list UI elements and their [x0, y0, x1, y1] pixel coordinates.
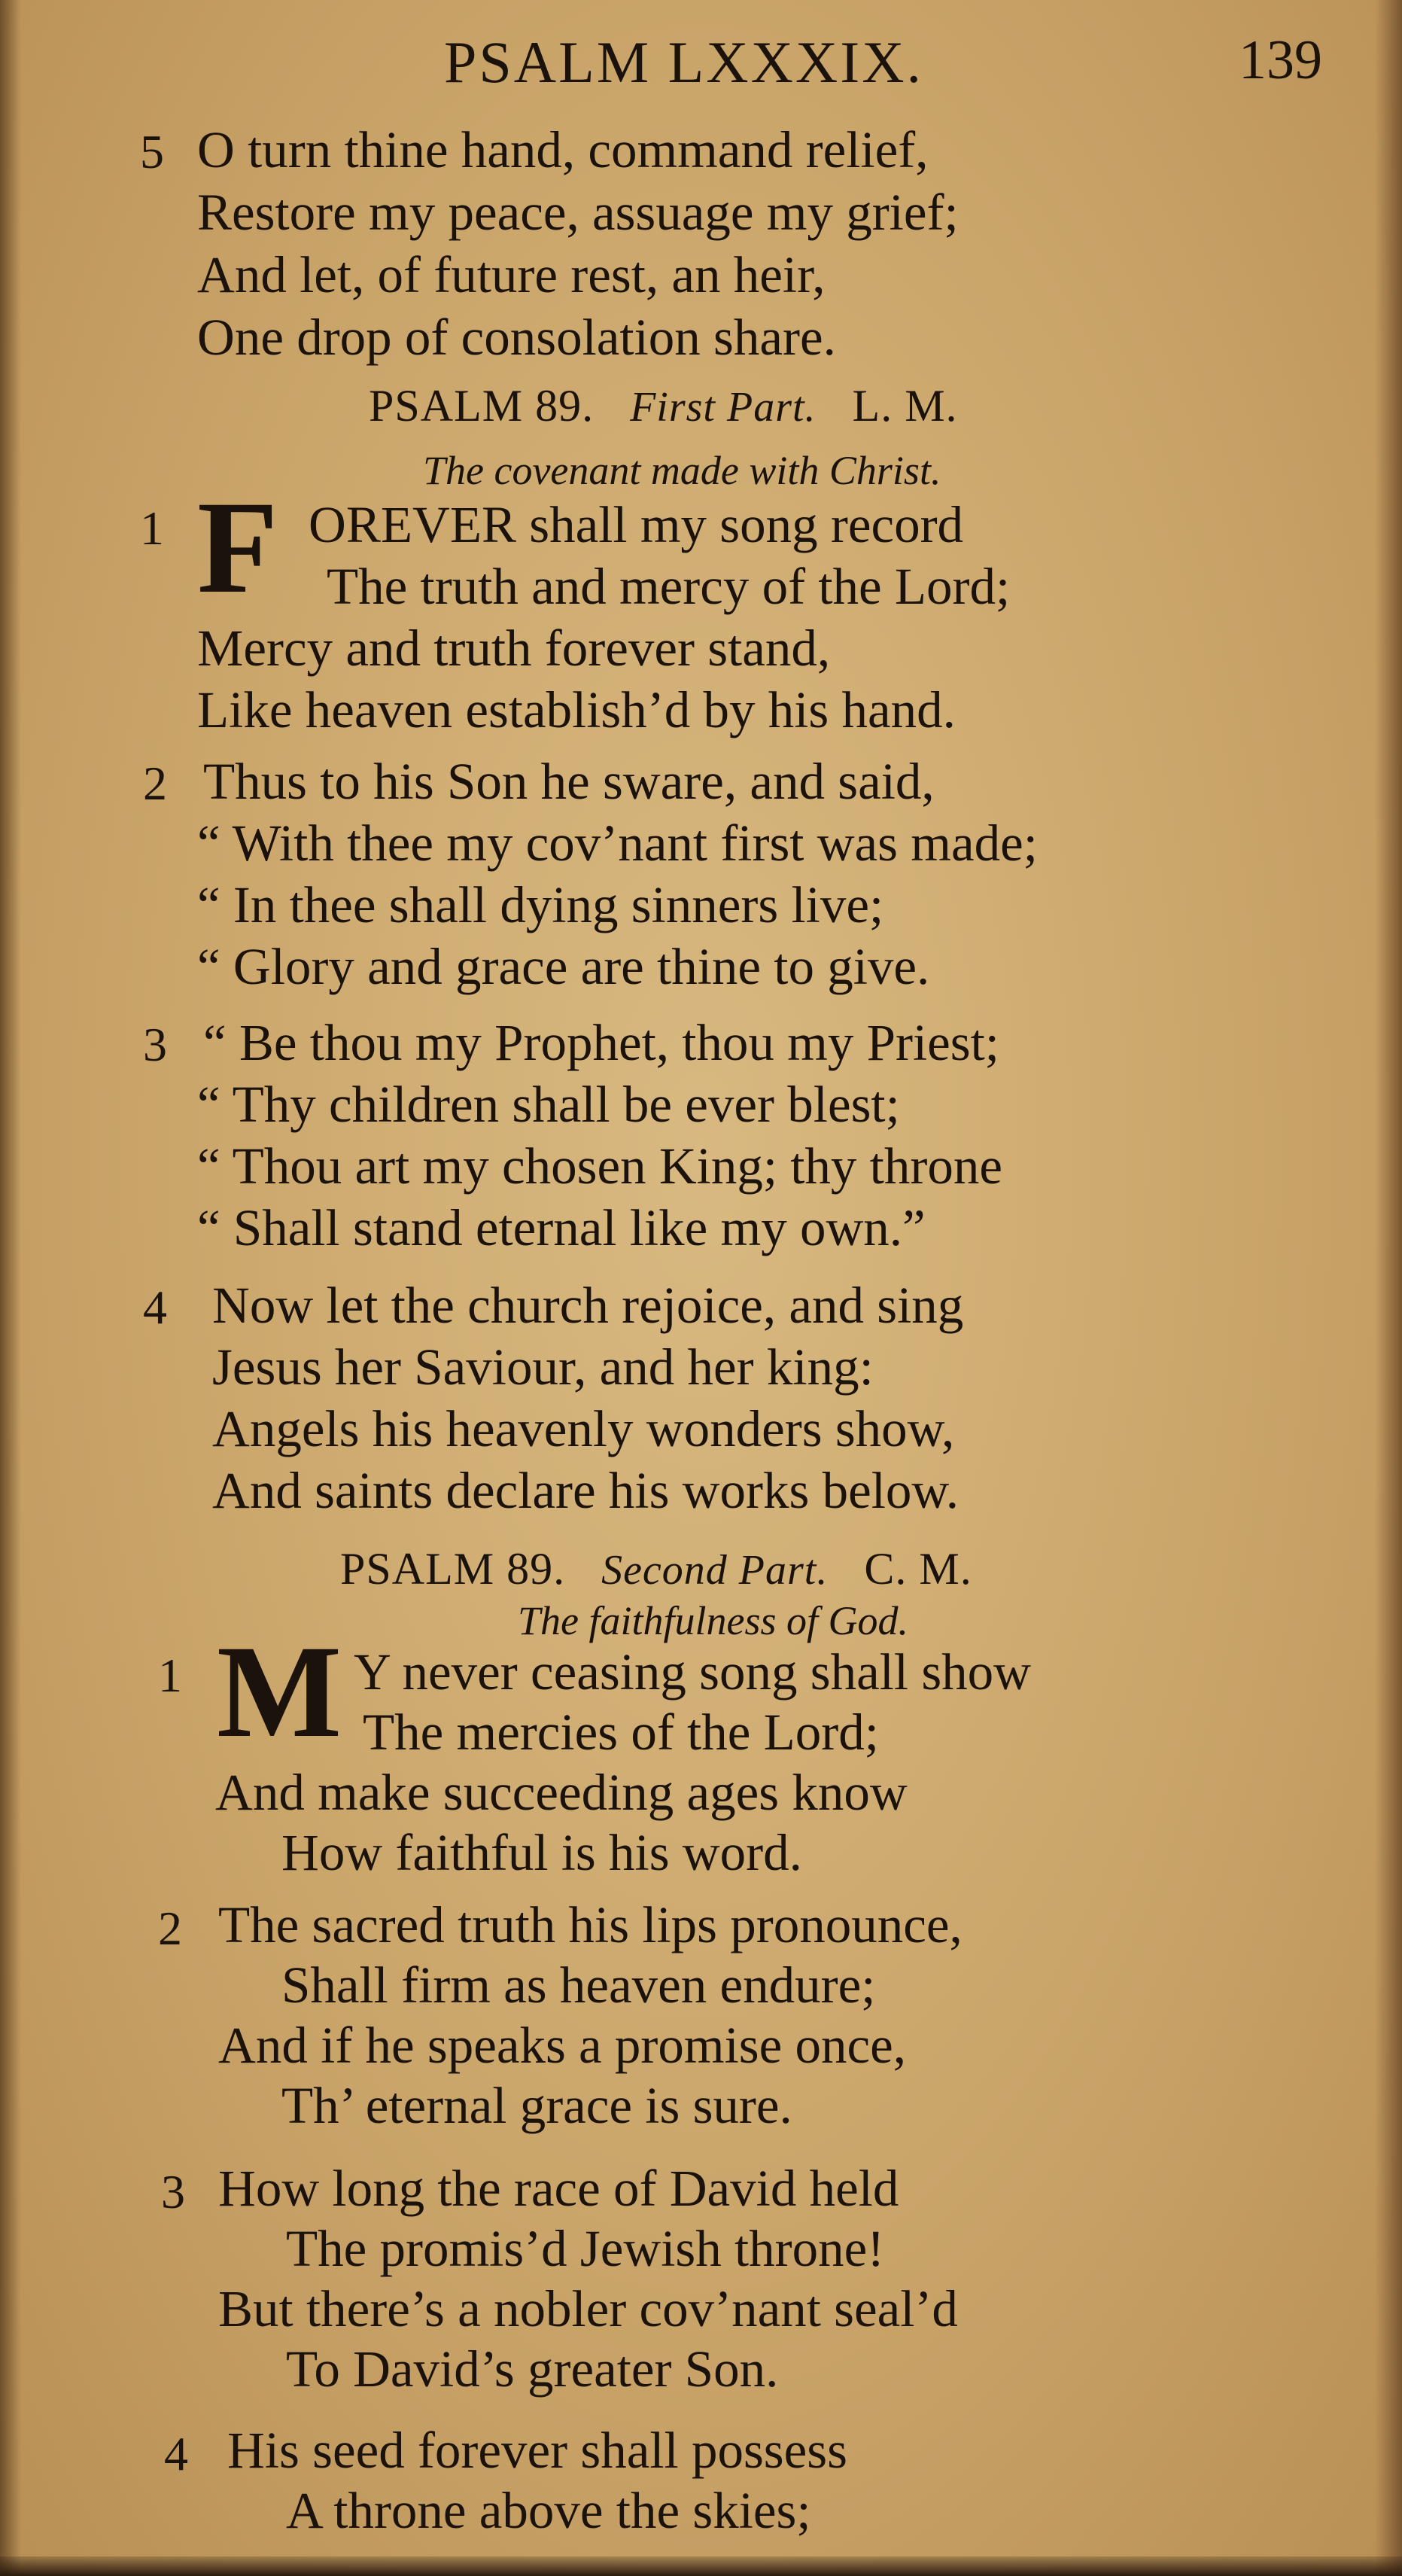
verse-line: And saints declare his works below. [212, 1462, 959, 1519]
verse-line: To David’s greater Son. [286, 2340, 779, 2398]
page-header [0, 29, 1402, 111]
section-subheading: The covenant made with Christ. [423, 448, 941, 493]
verse-line: But there’s a nobler cov’nant seal’d [218, 2280, 958, 2337]
verse-line: How faithful is his word. [281, 1824, 802, 1881]
verse-line: “ Shall stand eternal like my own.” [197, 1199, 926, 1256]
verse-number: 1 [158, 1649, 182, 1702]
heading-meter: C. M. [864, 1544, 972, 1594]
verse-line: Y never ceasing song shall show [354, 1643, 1031, 1701]
verse-line: How long the race of David held [218, 2160, 899, 2217]
verse-line: Shall firm as heaven endure; [281, 1956, 876, 2014]
section-heading-second-part [340, 1543, 972, 1595]
heading-psalm: PSALM 89. [369, 381, 595, 431]
drop-cap: M [217, 1618, 342, 1765]
verse-number: 2 [143, 757, 167, 810]
verse-line: His seed forever shall possess [227, 2422, 847, 2479]
verse-line: “ Glory and grace are thine to give. [197, 938, 930, 995]
verse-line: A throne above the skies; [286, 2482, 811, 2539]
page-edge-shadow-right [1375, 0, 1402, 2576]
heading-psalm: PSALM 89. [340, 1544, 566, 1594]
verse-line: Jesus her Saviour, and her king: [212, 1338, 874, 1396]
page-edge-shadow-left [0, 0, 21, 2576]
verse-line: Thus to his Son he sware, and said, [203, 753, 935, 810]
verse-number: 2 [158, 1902, 182, 1955]
heading-part: First Part. [630, 384, 817, 431]
verse-line: The mercies of the Lord; [363, 1704, 879, 1761]
verse-line: O turn thine hand, command relief, [197, 121, 929, 178]
verse-line: Th’ eternal grace is sure. [281, 2077, 792, 2134]
verse-line: “ Be thou my Prophet, thou my Priest; [203, 1014, 999, 1071]
verse-line: OREVER shall my song record [309, 496, 964, 553]
verse-number: 4 [143, 1280, 167, 1334]
verse-line: Angels his heavenly wonders show, [212, 1400, 955, 1457]
heading-part: Second Part. [601, 1547, 829, 1594]
verse-line: And let, of future rest, an heir, [197, 246, 826, 303]
section-subheading: The faithfulness of God. [518, 1598, 909, 1643]
verse-number: 3 [143, 1018, 167, 1071]
verse-number: 5 [140, 125, 164, 178]
running-title: PSALM LXXXIX. [444, 29, 924, 95]
page-number: 139 [1239, 29, 1322, 91]
drop-cap: F [197, 474, 278, 621]
verse-number: 1 [140, 501, 164, 555]
verse-line: And make succeeding ages know [215, 1764, 908, 1821]
verse-line: And if he speaks a promise once, [218, 2017, 906, 2074]
verse-line: “ Thy children shall be ever blest; [197, 1076, 900, 1133]
verse-line: “ With thee my cov’nant first was made; [197, 815, 1038, 872]
verse-line: “ In thee shall dying sinners live; [197, 876, 884, 933]
verse-line: Like heaven establish’d by his hand. [197, 681, 956, 738]
section-heading-first-part [369, 380, 958, 432]
verse-line: The sacred truth his lips pronounce, [218, 1896, 963, 1953]
verse-line: Mercy and truth forever stand, [197, 620, 831, 677]
verse-line: One drop of consolation share. [197, 309, 836, 366]
verse-line: The truth and mercy of the Lord; [327, 558, 1011, 615]
verse-line: The promis’d Jewish throne! [286, 2220, 885, 2277]
verse-number: 4 [164, 2427, 188, 2480]
verse-line: Restore my peace, assuage my grief; [197, 184, 959, 241]
heading-meter: L. M. [852, 381, 958, 431]
verse-line: “ Thou art my chosen King; thy throne [197, 1137, 1002, 1195]
verse-line: Now let the church rejoice, and sing [212, 1277, 964, 1334]
page-edge-shadow-bottom [0, 2556, 1402, 2576]
verse-number: 3 [161, 2165, 185, 2218]
